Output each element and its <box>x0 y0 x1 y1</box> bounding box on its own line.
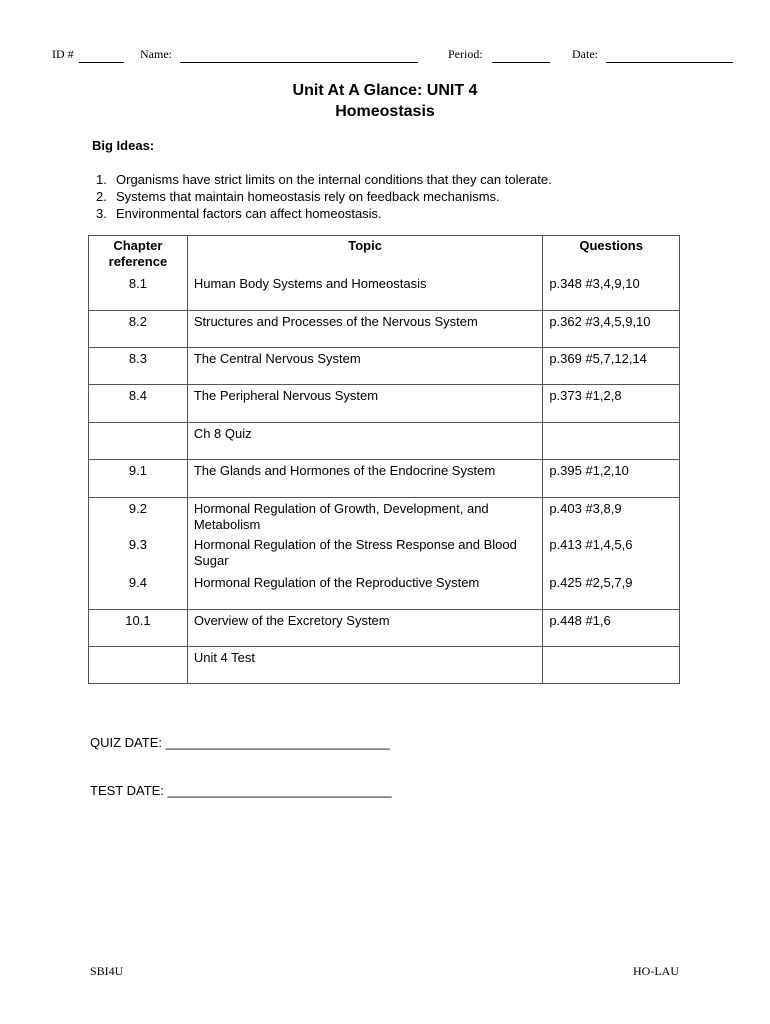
big-idea-item: 3. Environmental factors can affect homeostasis. <box>96 206 382 221</box>
table-row: 8.3 The Central Nervous System p.369 #5,7,12,14 <box>89 347 680 384</box>
test-date-field[interactable]: TEST DATE: _______________________________ <box>90 783 392 798</box>
quiz-date-field[interactable]: QUIZ DATE: _______________________________ <box>90 735 390 750</box>
header-questions: Questions <box>543 236 680 273</box>
name-field-line[interactable] <box>180 62 418 63</box>
table-row: 9.4 Hormonal Regulation of the Reproductive System p.425 #2,5,7,9 <box>89 571 680 609</box>
table-row: 9.1 The Glands and Hormones of the Endocrine System p.395 #1,2,10 <box>89 459 680 497</box>
table-row: Ch 8 Quiz <box>89 422 680 459</box>
big-idea-item: 2. Systems that maintain homeostasis rely on feedback mechanisms. <box>96 189 500 204</box>
table-row: 9.3 Hormonal Regulation of the Stress Response and Blood Sugar p.413 #1,4,5,6 <box>89 534 680 571</box>
footer-author: HO-LAU <box>633 964 679 978</box>
period-label: Period: <box>448 47 483 61</box>
unit-table <box>88 235 680 684</box>
date-label: Date: <box>572 47 598 61</box>
big-ideas-list <box>96 171 552 222</box>
table-row: 8.1 Human Body Systems and Homeostasis p.348 #3,4,9,10 <box>89 272 680 310</box>
table-row: 8.2 Structures and Processes of the Nervous System p.362 #3,4,5,9,10 <box>89 310 680 347</box>
period-field-line[interactable] <box>492 62 550 63</box>
big-idea-item: 1. Organisms have strict limits on the internal conditions that they can tolerate. <box>96 172 552 187</box>
id-label: ID # <box>52 47 74 61</box>
table-row: 8.4 The Peripheral Nervous System p.373 #1,2,8 <box>89 384 680 422</box>
footer-course-code: SBI4U <box>90 964 124 978</box>
id-field-line[interactable] <box>79 62 124 63</box>
table-row: 9.2 Hormonal Regulation of Growth, Development, and Metabolism p.403 #3,8,9 <box>89 497 680 534</box>
date-field-line[interactable] <box>606 62 733 63</box>
table-row: Unit 4 Test <box>89 646 680 683</box>
big-ideas-label: Big Ideas: <box>92 138 155 153</box>
header-topic: Topic <box>187 236 542 273</box>
page-title: Unit At A Glance: UNIT 4 <box>292 82 478 99</box>
table-row: 10.1 Overview of the Excretory System p.448 #1,6 <box>89 609 680 646</box>
name-label: Name: <box>140 47 172 61</box>
header-chapter: Chapter reference <box>89 236 188 273</box>
page-subtitle: Homeostasis <box>335 103 435 120</box>
